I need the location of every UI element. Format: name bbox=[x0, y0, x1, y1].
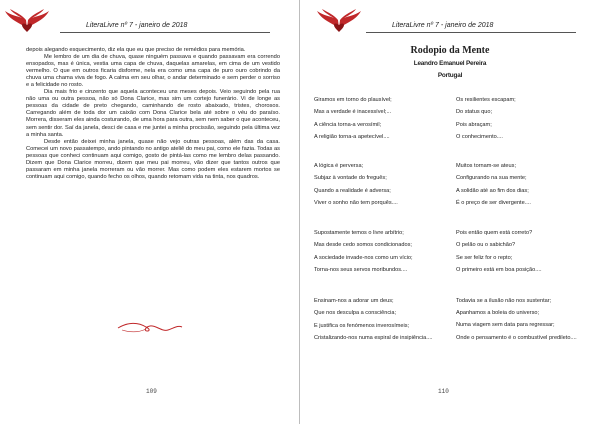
verse-line: Pois então quem está correto? bbox=[456, 230, 533, 236]
paragraph: depois alegando esquecimento, diz ela que eu que preciso de remédios para memória. bbox=[26, 47, 246, 53]
poem-author: Leandro Emanuel Pereira bbox=[413, 60, 487, 67]
poem-title: Rodopio da Mente bbox=[410, 45, 490, 56]
stanza-left-column bbox=[314, 160, 442, 210]
paragraph: Me lembro de um dia de chuva, quase ninguém passava e quando passavam era correndo ensopados, mas é única, vestia uma capa de chuva, daquelas amarelas, em cima de um vestido vermelho. O que em outros ficaria disforme, nela era como uma capa de puro ouro cobrindo da chuva uma chama viva de fogo. A calma em seu olhar, o andar determinado e sem perder o sorriso e a felicidade no rosto. bbox=[26, 54, 280, 89]
verse-line: Configurando na sua mente; bbox=[456, 175, 527, 182]
verse-line: Os resilientes escapam; bbox=[456, 97, 516, 103]
verse-line: A lógica é perversa; bbox=[314, 163, 364, 169]
verse-line: Muitos tornam-se ateus; bbox=[456, 163, 517, 169]
verse-line: Todavia se a ilusão não nos sustentar; bbox=[456, 298, 552, 304]
stanza-left-column bbox=[314, 94, 442, 144]
page-header bbox=[0, 6, 300, 36]
verse-line: É o preço de ser divergente.... bbox=[456, 200, 531, 207]
paragraph: Dia mais frio e cinzento que aquela aconteceu uns meses depois. Veio seguindo pela rua não uma ou outra pessoa, não só Dona Clarice, mas sim um cortejo funerário. Vi de longe as pessoas da cidade de preto chegando, caminhando de rosto abaixado, tristes, chorosos. Carregando além de toda dor um caixão com Dona Clarice bela até sobre o véu do paraíso. Morrera, disseram eles ainda costurando, de uma hora para outra, sem nem saber o que aconteceu, sem sentir dor. Saí da janela, desci de casa e me juntei a minha procissão, seguindo pela última vez a minha santa. bbox=[26, 89, 280, 138]
stanza-right-column bbox=[456, 227, 584, 277]
page-header bbox=[300, 6, 600, 36]
verse-line: A religião torna-a apetecível.... bbox=[314, 134, 390, 141]
winged-heart-logo-icon bbox=[4, 8, 50, 34]
verse-line: A sociedade invade-nos como um vício; bbox=[314, 254, 413, 261]
stanza-left-column bbox=[314, 227, 442, 277]
verse-line: Subjaz à vontade do freguês; bbox=[314, 175, 387, 182]
verse-line: Numa viagem sem data para regressar; bbox=[456, 322, 555, 329]
verse-line: Ensinam-nos a adorar um deus; bbox=[314, 298, 394, 304]
page-number: 110 bbox=[438, 388, 449, 395]
verse-line: Mas desde cedo somos condicionados; bbox=[314, 242, 412, 249]
winged-heart-logo-icon bbox=[316, 8, 362, 34]
header-rule bbox=[60, 32, 270, 33]
header-text: LiteraLivre nº 7 - janeiro de 2018 bbox=[392, 22, 494, 29]
verse-line: Do status quo; bbox=[456, 109, 493, 116]
paragraph: Desde então deixei minha janela, quase não vejo outras pessoas, além das da casa. Comecei um novo passatempo, ando pintando no antigo ateliê do meu pai, como ele fazia. Todas as pessoas que conheci continuam aqui comigo, gosto de pintá-las como me lembro delas passando. Dizem que Dona Clarice morreu, dizem que meu pai morreu, vão dizer que tantos outros que passaram em minha janela morreram ou vão morrer. Mas como podem eles estarem mortos se continuam aqui comigo, quando fecho os olhos, quando retomam vida na tinta, nos quadros. bbox=[26, 138, 280, 180]
header-rule bbox=[366, 32, 576, 33]
stanza-right-column bbox=[456, 94, 584, 144]
verse-line: Supostamente temos o livre arbítrio; bbox=[314, 230, 404, 236]
verse-line: Quando a realidade é adversa; bbox=[314, 187, 391, 194]
verse-line: O primeiro está em boa posição.... bbox=[456, 267, 542, 274]
verse-line: O pelão ou o sabichão? bbox=[456, 242, 516, 249]
poem-country: Portugal bbox=[437, 72, 463, 79]
verse-line: Giramos em torno do plausível; bbox=[314, 97, 392, 103]
page-number: 109 bbox=[146, 388, 157, 395]
stanza-right-column bbox=[456, 295, 584, 345]
verse-line: E justifica os fenómenos inverosímeis; bbox=[314, 322, 410, 329]
verse-line: O conhecimento.... bbox=[456, 134, 503, 141]
verse-line: A solidão até ao fim dos dias; bbox=[456, 187, 529, 194]
verse-line: Pois abraçam; bbox=[456, 121, 492, 128]
right-page bbox=[300, 0, 600, 424]
story-text bbox=[26, 47, 280, 181]
flourish-ornament-icon bbox=[116, 319, 184, 337]
stanza-left-column bbox=[314, 295, 442, 345]
stanza-right-column bbox=[456, 160, 584, 210]
header-text: LiteraLivre nº 7 - janeiro de 2018 bbox=[86, 22, 188, 29]
verse-line: Viver o sonho não tem porquês.... bbox=[314, 200, 398, 207]
verse-line: Apanhamos a boleia do universo; bbox=[456, 310, 540, 317]
verse-line: Se ser feliz for o repto; bbox=[456, 254, 513, 261]
verse-line: Torna-nos seus servos moribundos.... bbox=[314, 267, 408, 274]
verse-line: A ciência torna-a verosímil; bbox=[314, 121, 382, 128]
verse-line: Que nos desculpa a consciência; bbox=[314, 310, 397, 317]
verse-line: Onde o pensamento é o combustível predileto.... bbox=[456, 334, 577, 341]
verse-line: Mas a verdade é inacessível;... bbox=[314, 109, 392, 116]
verse-line: Cristalizando-nos numa espiral de insipiência.... bbox=[314, 334, 433, 341]
